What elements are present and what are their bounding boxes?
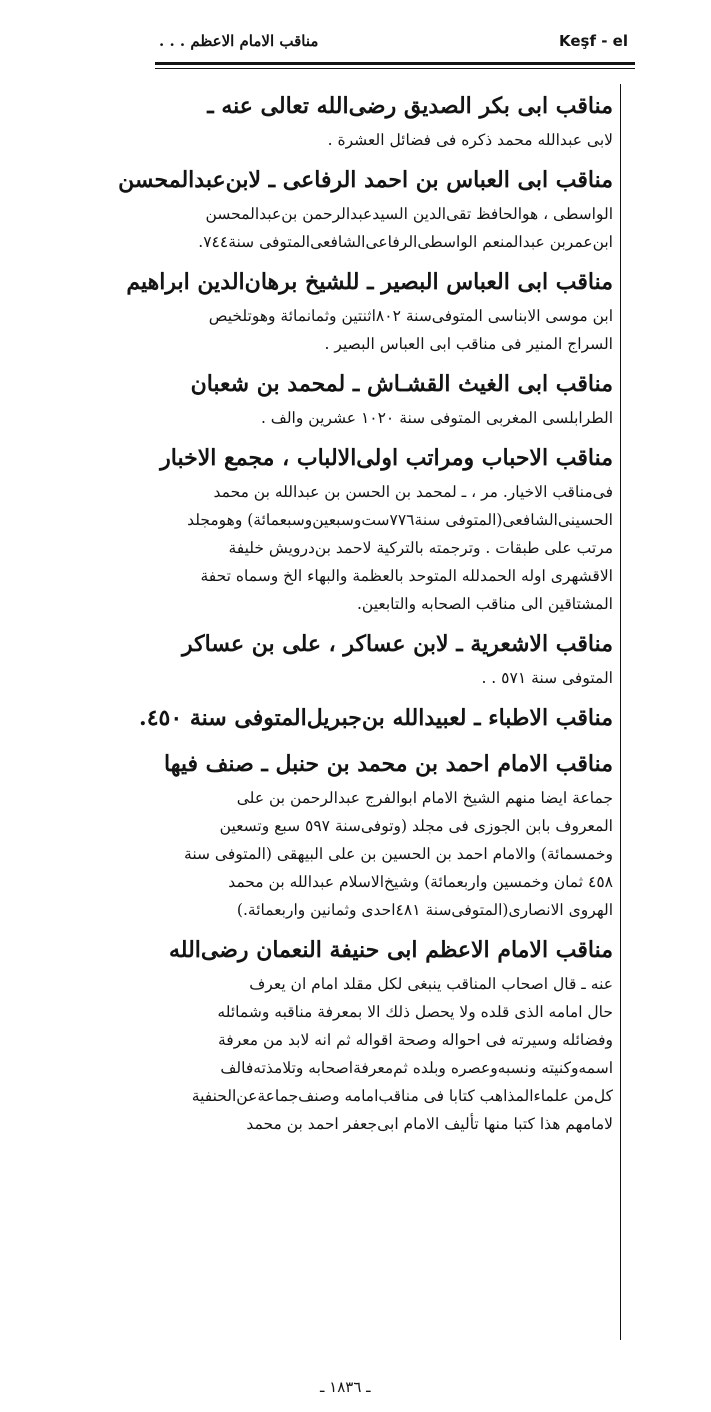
running-header [155,26,633,66]
entry-line: حال امامه الذى قلده ولا يحصل ذلك الا بمعرفة مناقبه وشمائله [217,1003,613,1021]
page-number: ـ ١٨٣٦ ـ [320,1378,371,1396]
entry [158,86,613,160]
entry-line: المعروف بابن الجوزى فى مجلد (وتوفى‌سنة ٥٩٧ سبع وتسعين [219,817,613,835]
entry-line: ابن‌عمربن عبدالمنعم الواسطى‌الرفاعى‌الشافعى‌المتوفى سنة٧٤٤. [198,233,613,251]
entry-line: المتوفى سنة ٥٧١ . . [481,669,613,687]
entry-line: لامامهم هذا كتبا منها تأليف الامام ابى‌جعفر احمد بن محمد [246,1115,613,1133]
column-rule [620,84,621,1340]
entry [139,698,613,744]
entry-heading: مناقب الامام الاعظم ابى حنيفة النعمان رضى‌الله [169,937,613,963]
entry-line: اسمه‌وكنيته ونسبه‌وعصره وبلده ثم‌معرفة‌اصحابه وتلامذته‌فالف [220,1059,613,1077]
entry-line: مرتب على طبقات . وترجمته بالتركية لاحمد بن‌درويش خليفة [228,539,613,557]
entry-line: الاقشهرى اوله الحمدلله المتوحد بالعظمة والبهاء الخ وسماه تحفة [200,567,613,585]
entry-heading: مناقب الاطباء ـ لعبيدالله بن‌جبريل‌المتوفى سنة ٤٥٠. [139,705,613,731]
entry-line: الواسطى ، هوالحافظ تقى‌الدين السيدعبدالرحمن بن‌عبدالمحسن [205,205,613,223]
entry-heading: مناقب ابى العباس البصير ـ للشيخ برهان‌الدين ابراهيم [126,269,613,295]
book-title-latin: Keşf - el [559,32,628,50]
entry-heading: مناقب ابى العباس بن احمد الرفاعى ـ لابن‌عبدالمحسن [118,167,613,193]
entry [126,262,613,364]
entry-heading: مناقب الاحباب ومراتب اولى‌الالباب ، مجمع الاخبار [160,445,613,471]
entry [158,930,613,1144]
entry-line: جماعة ايضا منهم الشيخ الامام ابوالفرج عبدالرحمن بن على [236,789,613,807]
text-column [118,86,613,1144]
header-rule-thick [155,62,635,65]
running-title: مناقب الامام الاعظم . . . [159,32,319,50]
entry-line: ابن موسى الابناسى المتوفى‌سنة ٨٠٢اثنتين وثمانمائة وهوتلخيص [208,307,613,325]
entry-heading: مناقب ابى بكر الصديق رضى‌الله تعالى عنه ـ [207,93,613,119]
entry [158,744,613,930]
entry-line: وخمسمائة) والامام احمد بن الحسين بن على البيهقى (المتوفى سنة [184,845,613,863]
header-rule-thin [155,68,635,69]
entry-gap [158,1138,613,1144]
entry-line: الحسينى‌الشافعى(المتوفى سنة٧٧٦ست‌وسبعين‌وسبعمائة) وهومجلد [187,511,613,529]
entry-line: كل‌من علماء‌المذاهب كتابا فى مناقب‌امامه وصنف‌جماعة‌عن‌الحنفية [191,1087,613,1105]
entry-line: الهروى الانصارى(المتوفى‌سنة ٤٨١احدى وثمانين واربعمائة.) [236,901,613,919]
entry-line: الطرابلسى المغربى المتوفى سنة ١٠٢٠ عشرين والف . [260,409,613,427]
entry [158,624,613,698]
entry-line: عنه ـ قال اصحاب المناقب ينبغى لكل مقلد امام ان يعرف [249,975,613,993]
entry [118,160,613,262]
entry-line: السراج المنير فى مناقب ابى العباس البصير . [324,335,613,353]
entry [158,364,613,438]
entry-heading: مناقب ابى الغيث القشـاش ـ لمحمد بن شعبان [190,371,613,397]
entry-line: وفضائله وسيرته فى احواله وصحة اقواله ثم انه لابد من معرفة [217,1031,613,1049]
entry-line: فى‌مناقب الاخيار. مر ، ـ لمحمد بن الحسن بن عبدالله بن محمد [213,483,613,501]
entry [158,438,613,624]
entry-line: لابى عبدالله محمد ذكره فى فضائل العشرة . [327,131,613,149]
entry-heading: مناقب الامام احمد بن محمد بن حنبل ـ صنف فيها [164,751,613,777]
entry-heading: مناقب الاشعرية ـ لابن عساكر ، على بن عساكر [182,631,613,657]
entry-line: ٤٥٨ ثمان وخمسين واربعمائة) وشيخ‌الاسلام عبدالله بن محمد [228,873,613,891]
entry-line: المشتاقين الى مناقب الصحابه والتابعين. [356,595,613,613]
